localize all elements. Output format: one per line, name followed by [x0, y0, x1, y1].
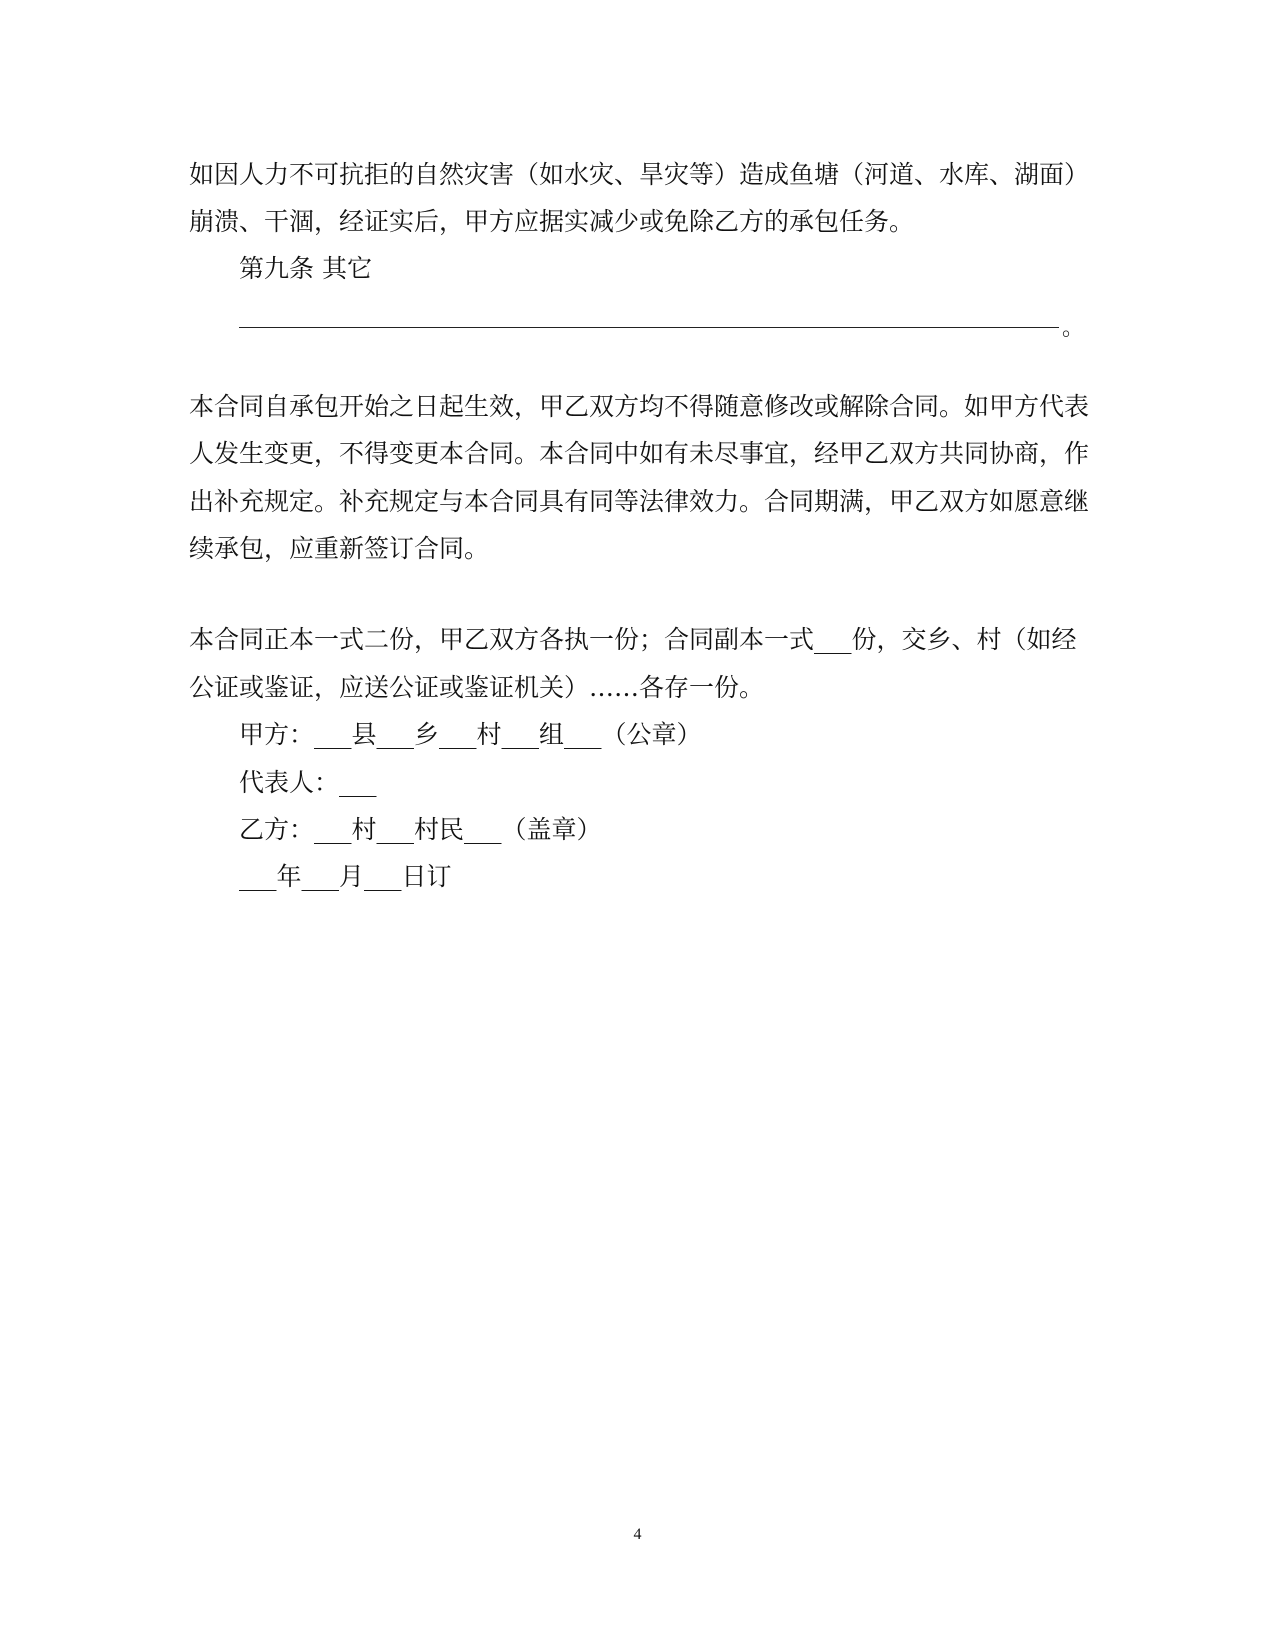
article-heading: 第九条 其它: [239, 254, 372, 283]
paragraph-line: 如因人力不可抗拒的自然灾害（如水灾、旱灾等）造成鱼塘（河道、水库、湖面）: [189, 160, 1090, 189]
paragraph-line: 出补充规定。补充规定与本合同具有同等法律效力。合同期满，甲乙双方如愿意继: [189, 487, 1090, 516]
page-number: 4: [633, 1526, 642, 1543]
paragraph-line: 人发生变更，不得变更本合同。本合同中如有未尽事宜，经甲乙双方共同协商，作: [189, 439, 1090, 468]
party-a-signature: 甲方：___县___乡___村___组___（公章）: [239, 720, 702, 749]
paragraph-line: 公证或鉴证，应送公证或鉴证机关）……各存一份。: [189, 673, 765, 702]
paragraph-line: 崩溃、干涸，经证实后，甲方应据实减少或免除乙方的承包任务。: [189, 207, 915, 236]
party-b-signature: 乙方：___村___村民___（盖章）: [239, 815, 602, 844]
paragraph-line: 本合同正本一式二份，甲乙双方各执一份；合同副本一式___份，交乡、村（如经: [189, 625, 1077, 654]
paragraph-line: 续承包，应重新签订合同。: [189, 534, 490, 563]
signing-date: ___年___月___日订: [239, 862, 452, 891]
paragraph-line: 本合同自承包开始之日起生效，甲乙双方均不得随意修改或解除合同。如甲方代表: [189, 392, 1090, 421]
period-mark: 。: [1062, 316, 1085, 341]
representative-signature: 代表人：___: [239, 768, 377, 797]
blank-fill-line: [239, 327, 1059, 328]
